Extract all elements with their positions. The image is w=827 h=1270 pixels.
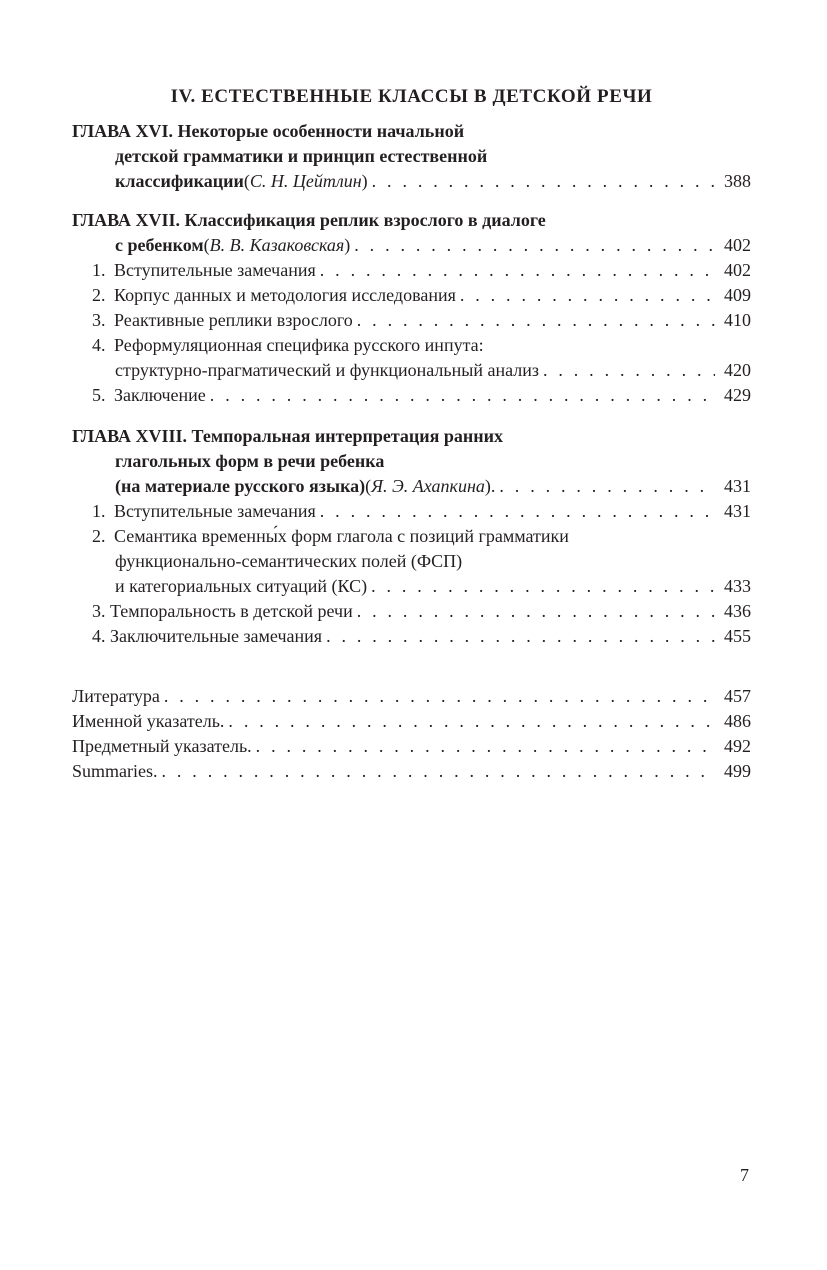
dot-leader <box>372 169 715 194</box>
section-title: Корпус данных и методология исследования <box>114 285 456 305</box>
chapter-17-page: 402 <box>724 235 751 255</box>
section-title: Вступительные замечания <box>114 501 316 521</box>
chapter-18 <box>72 424 751 649</box>
section-number: 2. <box>92 526 106 546</box>
back-matter-name-index <box>72 709 751 734</box>
dot-leader <box>357 599 715 624</box>
section-page: 433 <box>724 576 751 596</box>
chapter-18-title-line-3 <box>72 474 751 499</box>
chapter-17-title-line-1: ГЛАВА XVII. Классификация реплик взрослого в диалоге <box>72 210 546 230</box>
chapter-18-section-2 <box>72 524 751 549</box>
dot-leader <box>460 283 715 308</box>
chapter-18-title-line-2: глагольных форм в речи ребенка <box>115 451 385 471</box>
section-title: Вступительные замечания <box>114 260 316 280</box>
chapter-18-title-end: (на материале русского языка) <box>115 476 366 496</box>
section-page: 402 <box>724 260 751 280</box>
section-page: 429 <box>724 385 751 405</box>
paren-close: ). <box>484 476 496 496</box>
back-matter <box>72 684 751 784</box>
section-title-cont: функционально-семантических полей (ФСП) <box>115 551 463 571</box>
section-title: Реформуляционная специфика русского инпута: <box>114 335 484 355</box>
section-title-cont: и категориальных ситуаций (КС) <box>115 576 368 596</box>
chapter-17-title-line-2 <box>72 233 751 258</box>
dot-leader <box>371 574 715 599</box>
dot-leader <box>256 734 715 759</box>
section-page: 455 <box>724 626 751 646</box>
dot-leader <box>357 308 715 333</box>
chapter-16-title-line-2: детской грамматики и принцип естественной <box>115 146 488 166</box>
chapter-18-author: Я. Э. Ахапкина <box>371 476 485 496</box>
dot-leader <box>162 759 716 784</box>
chapter-18-section-2-cont-2 <box>72 574 751 599</box>
paren-open: ( <box>365 476 372 496</box>
dot-leader <box>499 474 715 499</box>
entry-page: 486 <box>724 711 751 731</box>
page-number: 7 <box>740 1165 749 1185</box>
section-number: 3. <box>92 310 106 330</box>
section-number: 1. <box>92 501 106 521</box>
section-page: 410 <box>724 310 751 330</box>
section-number: 4. <box>92 335 106 355</box>
dot-leader <box>228 709 715 734</box>
dot-leader <box>164 684 715 709</box>
section-number: 5. <box>92 385 106 405</box>
entry-page: 457 <box>724 686 751 706</box>
entry-title: Именной указатель. <box>72 711 225 731</box>
back-matter-subject-index <box>72 734 751 759</box>
section-page: 431 <box>724 501 751 521</box>
chapter-16-title-line-1: ГЛАВА XVI. Некоторые особенности начальной <box>72 121 465 141</box>
back-matter-literature <box>72 684 751 709</box>
chapter-17-title-end: с ребенком <box>115 235 204 255</box>
chapter-17-section-4 <box>72 333 751 358</box>
section-page: 420 <box>724 360 751 380</box>
chapter-16-author: С. Н. Цейтлин <box>249 171 362 191</box>
section-title: Реактивные реплики взрослого <box>114 310 353 330</box>
section-page: 409 <box>724 285 751 305</box>
part-title: IV. ЕСТЕСТВЕННЫЕ КЛАССЫ В ДЕТСКОЙ РЕЧИ <box>170 86 653 107</box>
chapter-17-section-5 <box>72 383 751 408</box>
chapter-17-section-3 <box>72 308 751 333</box>
entry-page: 499 <box>724 761 751 781</box>
chapter-17-section-4-cont <box>72 358 751 383</box>
dot-leader <box>354 233 715 258</box>
paren-open: ( <box>243 171 250 191</box>
back-matter-summaries <box>72 759 751 784</box>
chapter-18-section-2-cont-1 <box>72 549 751 574</box>
dot-leader <box>320 258 715 283</box>
chapter-18-section-3 <box>72 599 751 624</box>
chapter-17 <box>72 208 751 408</box>
entry-title: Литература <box>72 686 160 706</box>
paren-close: ) <box>344 235 351 255</box>
chapter-18-section-1 <box>72 499 751 524</box>
chapter-18-title-line-1: ГЛАВА XVIII. Темпоральная интерпретация ранних <box>72 426 503 446</box>
chapter-16-title-line-3 <box>72 169 751 194</box>
entry-page: 492 <box>724 736 751 756</box>
section-title: 3. Темпоральность в детской речи <box>92 601 353 621</box>
chapter-18-section-4 <box>72 624 751 649</box>
entry-title: Предметный указатель. <box>72 736 252 756</box>
chapter-17-section-2 <box>72 283 751 308</box>
section-number: 2. <box>92 285 106 305</box>
chapter-18-page: 431 <box>724 476 751 496</box>
section-page: 436 <box>724 601 751 621</box>
dot-leader <box>543 358 715 383</box>
section-number: 1. <box>92 260 106 280</box>
paren-close: ) <box>361 171 368 191</box>
chapter-16-page: 388 <box>724 171 751 191</box>
chapter-16-title-end: классификации <box>115 171 244 191</box>
section-title-cont: структурно-прагматический и функциональный анализ <box>115 360 539 380</box>
chapter-17-author: В. В. Казаковская <box>209 235 345 255</box>
entry-title: Summaries. <box>72 761 158 781</box>
dot-leader <box>320 499 715 524</box>
chapter-17-section-1 <box>72 258 751 283</box>
section-title: Семантика временны́х форм глагола с позиций грамматики <box>114 526 569 546</box>
paren-open: ( <box>203 235 210 255</box>
dot-leader <box>326 624 715 649</box>
section-title: 4. Заключительные замечания <box>92 626 323 646</box>
section-title: Заключение <box>114 385 206 405</box>
chapter-16 <box>72 119 751 194</box>
dot-leader <box>210 383 715 408</box>
